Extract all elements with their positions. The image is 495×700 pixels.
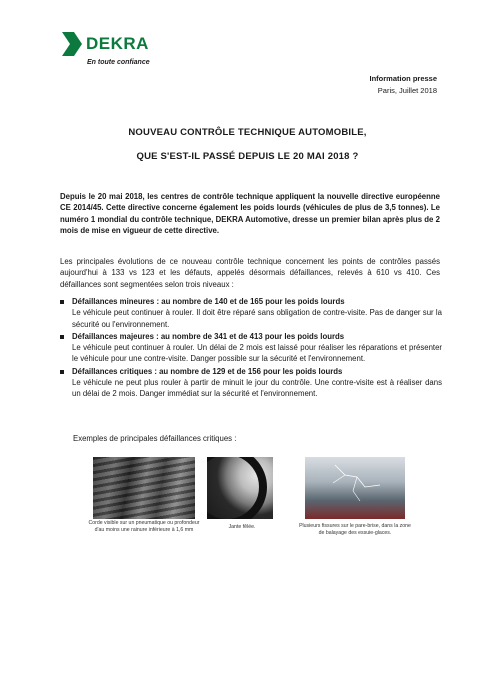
bullet-description: Le véhicule ne peut plus rouler à partir de minuit le jour du contrôle. Une contre-visite est à réaliser dans un délai de 2 mois. Danger immédiat sur la sécurité et l'environnement. [72,378,442,399]
examples-label: Exemples de principales défaillances critiques : [73,434,237,443]
bullet-heading: Défaillances mineures : au nombre de 140 et de 165 pour les poids lourds [72,297,345,306]
press-place-date: Paris, Juillet 2018 [377,86,437,95]
cracked-rim-photo [207,457,273,519]
intro-paragraph: Depuis le 20 mai 2018, les centres de contrôle technique appliquent la nouvelle directive européenne CE 2014/45. Cette directive concerne également les poids lourds (véhicules de plus de 3,5 tonnes). Le numéro 1 mondial du contrôle technique, DEKRA Automotive, dresse un premier bilan après plus de 2 mois de mise en vigueur de cette directive. [60,192,440,235]
list-item [60,366,442,400]
tire-photo [93,457,195,519]
dekra-logo [60,30,170,72]
logo-tagline: En toute confiance [87,59,150,66]
bullet-square-icon [60,335,64,339]
tire-caption: Corde visible sur un pneumatique ou profondeur d'au moins une rainure inférieure à 1,6 mm [88,520,200,533]
bullet-description: Le véhicule peut continuer à rouler. Un délai de 2 mois est laissé pour réaliser les réparations et présenter le véhicule pour une contre-visite. Danger possible sur la sécurité et l'environnement. [72,343,442,364]
bullet-heading: Défaillances majeures : au nombre de 341 et de 413 pour les poids lourds [72,331,345,341]
bullet-square-icon [60,370,64,374]
body-paragraph: Les principales évolutions de ce nouveau contrôle technique concernent les points de contrôles passés aujourd'hui à 133 vs 123 et les défauts, appelés désormais défaillances, relevés à 610 vs 410. Ces défaillances sont segmentées selon trois niveaux : [60,257,440,289]
bullet-square-icon [60,300,64,304]
title-line-1: NOUVEAU CONTRÔLE TECHNIQUE AUTOMOBILE, [128,127,367,138]
press-info [369,73,437,97]
cracked-windshield-photo [305,457,405,519]
bullet-description: Le véhicule peut continuer à rouler. Il doit être réparé sans obligation de contre-visite. Pas de danger sur la sécurité ou l'environnement. [72,308,442,329]
logo-brand: DEKRA [86,34,149,53]
list-item [60,331,442,365]
dekra-chevron-icon [60,30,86,58]
press-label: Information presse [369,74,437,83]
windshield-caption: Plusieurs fissures sur le pare-brise, dans la zone de balayage des essuie-glaces. [299,523,411,536]
defects-list [60,296,442,401]
title-line-2: QUE S'EST-IL PASSÉ DEPUIS LE 20 MAI 2018 ? [136,151,359,162]
rim-caption: Jante fêlée. [228,524,256,530]
list-item [60,296,442,330]
bullet-heading: Défaillances critiques : au nombre de 129 et de 156 pour les poids lourds [72,366,343,376]
